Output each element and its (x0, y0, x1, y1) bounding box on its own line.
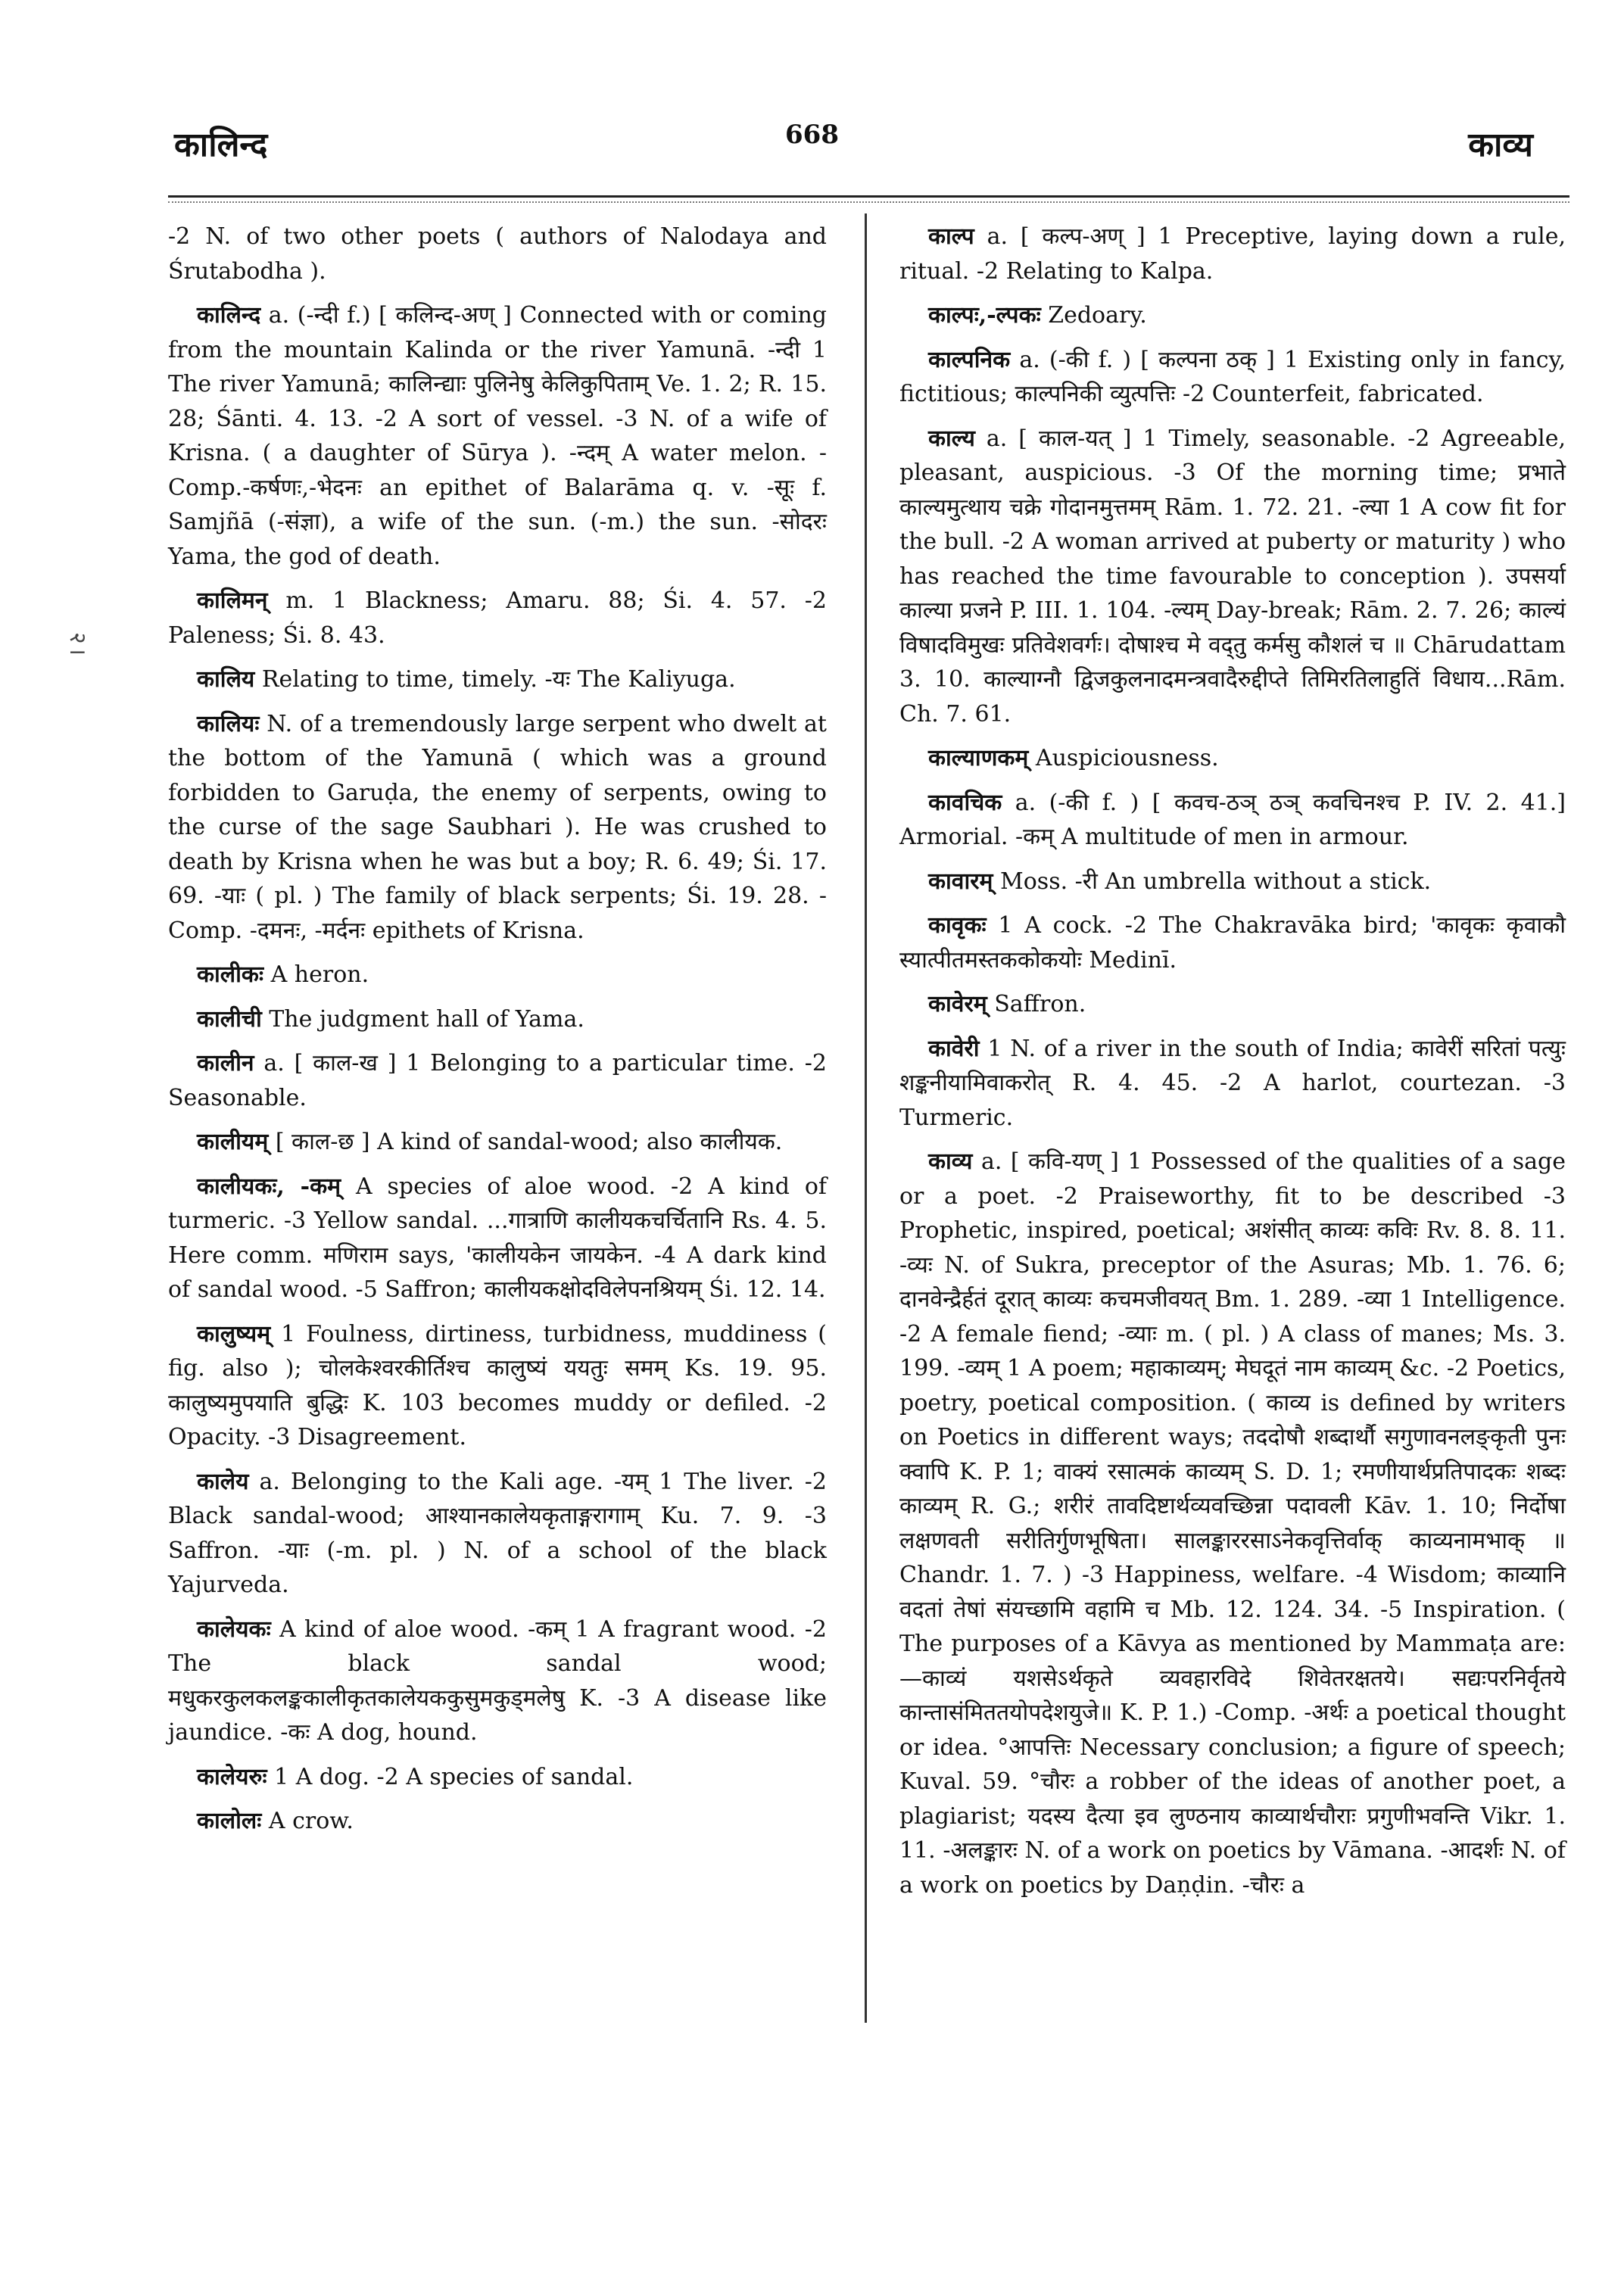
dictionary-entry (899, 422, 1566, 732)
entry-headword: काव्य (928, 1148, 973, 1175)
entry-headword: कावृकः (928, 912, 987, 939)
entry-text: [ काल-छ ] A kind of sandal-wood; also कालीयक. (275, 1129, 783, 1155)
entry-text: Relating to time, timely. -यः The Kaliyuga. (261, 666, 736, 693)
margin-mark: २। (64, 632, 91, 659)
entry-text: Zedoary. (1048, 302, 1147, 329)
dictionary-entry (899, 865, 1566, 899)
entry-headword: कालोलः (197, 1808, 262, 1834)
entry-headword: कावेरी (928, 1035, 980, 1062)
header-dotted-rule (168, 201, 1569, 203)
dictionary-entry (899, 298, 1566, 333)
entry-headword: कालीयकः, -कम् (197, 1173, 341, 1200)
entry-headword: कालेयरुः (197, 1763, 267, 1790)
running-head-right: काव्य (1468, 126, 1533, 164)
dictionary-entry (168, 584, 827, 653)
dictionary-entry (899, 908, 1566, 977)
dictionary-entry (168, 220, 827, 288)
entry-text: -2 N. of two other poets ( authors of Nalodaya and Śrutabodha ). (168, 223, 827, 285)
entry-headword: कालीची (197, 1005, 262, 1033)
entry-text: a. (-न्दी f.) [ कलिन्द-अण् ] Connected with or coming from the mountain Kalinda or the river Yamunā. -न्दी 1 The river Yamunā; कालिन्द्याः पुलिनेषु केलिकुपिताम् Ve. 1. 2; R. 15. 28; Śānti. 4. 13. -2 A sort of vessel. -3 N. of a wife of Krisna. ( a daughter of Sūrya ). -न्दम् A water melon. -Comp.-कर्षणः,-भेदनः an epithet of Balarāma q. v. -सूः f. Samjñā (-संज्ञा), a wife of the sun. (-m.) the sun. -सोदरः Yama, the god of death. (168, 302, 827, 570)
dictionary-entry (168, 1125, 827, 1160)
header-rule (168, 195, 1569, 198)
dictionary-entry (899, 786, 1566, 855)
dictionary-entry (899, 1145, 1566, 1902)
entry-headword: कालेय (197, 1468, 249, 1495)
entry-headword: कावेरम् (928, 991, 987, 1017)
dictionary-entry (168, 1465, 827, 1603)
entry-text: 1 Foulness, dirtiness, turbidness, muddiness ( fig. also ); चोलकेश्वरकीर्तिश्च कालुष्यं ययतुः समम् Ks. 19. 95. कालुष्यमुपयाति बुद्धिः K. 103 becomes muddy or defiled. -2 Opacity. -3 Disagreement. (168, 1320, 827, 1450)
entry-text: a. [ कवि-यण् ] 1 Possessed of the qualities of a sage or a poet. -2 Praiseworthy, fit to be described -3 Prophetic, inspired, poetical; अशंसीत् काव्यः कविः Rv. 8. 8. 11. -व्यः N. of Sukra, preceptor of the Asuras; Mb. 1. 76. 6; दानवेन्द्रैर्हतं दूरात् काव्यः कचमजीवयत् Bm. 1. 289. -व्या 1 Intelligence. -2 A female fiend; -व्याः m. ( pl. ) A class of manes; Ms. 3. 199. -व्यम् 1 A poem; महाकाव्यम्; मेघदूतं नाम काव्यम् &c. -2 Poetics, poetry, poetical composition. ( काव्य is defined by writers on Poetics in different ways; तददोषौ शब्दार्थौ सगुणावनलङ्कृती पुनः क्वापि K. P. 1; वाक्यं रसात्मकं काव्यम् S. D. 1; रमणीयार्थप्रतिपादकः शब्दः काव्यम् R. G.; शरीरं तावदिष्टार्थव्यवच्छिन्ना पदावली Kāv. 1. 10; निर्दोषा लक्षणवती सरीतिर्गुणभूषिता। सालङ्काररसाऽनेकवृत्तिर्वाक् काव्यनामभाक् ॥ Chandr. 1. 7. ) -3 Happiness, welfare. -4 Wisdom; काव्यानि वदतां तेषां संयच्छामि वहामि च Mb. 12. 124. 34. -5 Inspiration. ( The purposes of a Kāvya as mentioned by Mammaṭa are:—काव्यं यशसेऽर्थकृते व्यवहारविदे शिवेतरक्षतये। सद्यःपरनिर्वृतये कान्तासंमिततयोपदेशयुजे॥ K. P. 1.) -Comp. -अर्थः a poetical thought or idea. °आपत्तिः Necessary conclusion; a figure of speech; Kuval. 59. °चौरः a robber of the ideas of another poet, a plagiarist; यदस्य दैत्या इव लुण्ठनाय काव्यार्थचौराः प्रगुणीभवन्ति Vikr. 1. 11. -अलङ्कारः N. of a work on poetics by Vāmana. -आदर्शः N. of a work on poetics by Daṇḍin. -चौरः a (899, 1148, 1566, 1899)
entry-text: A species of aloe wood. -2 A kind of turmeric. -3 Yellow sandal. ...गात्राणि कालीयकचर्चितानि Rs. 4. 5. Here comm. मणिराम says, 'कालीयकेन जायकेन. -4 A dark kind of sandal wood. -5 Saffron; कालीयकक्षोदविलेपनश्रियम् Śi. 12. 14. (168, 1173, 827, 1303)
entry-text: 1 N. of a river in the south of India; कावेरीं सरितां पत्युः शङ्कनीयामिवाकरोत् R. 4. 45. -2 A harlot, courtezan. -3 Turmeric. (899, 1035, 1566, 1131)
dictionary-entry (168, 958, 827, 992)
entry-headword: कालिन्द (197, 302, 261, 329)
entry-text: m. 1 Blackness; Amaru. 88; Śi. 4. 57. -2 Paleness; Śi. 8. 43. (168, 587, 827, 649)
entry-text: Moss. -री An umbrella without a stick. (1000, 868, 1432, 895)
dictionary-entry (899, 741, 1566, 776)
dictionary-entry (899, 220, 1566, 288)
dictionary-entry (899, 1032, 1566, 1136)
running-head-left: कालिन्द (174, 126, 268, 164)
entry-headword: काल्य (928, 425, 975, 452)
dictionary-entry (168, 1760, 827, 1795)
dictionary-entry (168, 1170, 827, 1307)
page-number: 668 (785, 120, 839, 150)
entry-text: N. of a tremendously large serpent who dwelt at the bottom of the Yamunā ( which was a ground forbidden to Garuḍa, the enemy of serpents, owing to the curse of the sage Saubhari ). He was crushed to death by Krisna when he was but a boy; R. 6. 49; Śi. 17. 69. -याः ( pl. ) The family of black serpents; Śi. 19. 28. -Comp. -दमनः, -मर्दनः epithets of Krisna. (168, 710, 827, 944)
entry-headword: कालिय (197, 666, 255, 693)
entry-headword: कावचिक (928, 789, 1002, 816)
entry-headword: काल्पः,-ल्पकः (928, 302, 1041, 329)
entry-text: a. (-की f. ) [ कल्पना ठक् ] 1 Existing only in fancy, fictitious; काल्पनिकी व्युत्पत्तिः -2 Counterfeit, fabricated. (899, 346, 1566, 407)
entry-headword: काल्याणकम् (928, 745, 1029, 771)
entry-text: a. [ कल्प-अण् ] 1 Preceptive, laying down a rule, ritual. -2 Relating to Kalpa. (899, 223, 1566, 285)
dictionary-entry (899, 987, 1566, 1022)
dictionary-entry (168, 1002, 827, 1037)
entry-text: A kind of aloe wood. -कम् 1 A fragrant wood. -2 The black sandal wood; मधुकरकुलकलङ्ककालीकृतकालेयककुसुमकुड्मलेषु K. -3 A disease like jaundice. -कः A dog, hound. (168, 1615, 827, 1746)
dictionary-entry (168, 298, 827, 574)
entry-text: a. [ काल-ख ] 1 Belonging to a particular time. -2 Seasonable. (168, 1050, 827, 1111)
entry-text: 1 A cock. -2 The Chakravāka bird; 'कावृकः कृवाकौ स्यात्पीतमस्तककोकयोः Medinī. (899, 912, 1566, 974)
entry-headword: कालीयम् (197, 1129, 269, 1155)
entry-text: Auspiciousness. (1035, 745, 1219, 771)
dictionary-entry (168, 707, 827, 949)
entry-text: a. Belonging to the Kali age. -यम् 1 The liver. -2 Black sandal-wood; आश्यानकालेयकृताङ्गरागाम् Ku. 7. 9. -3 Saffron. -याः (-m. pl. ) N. of a school of the black Yajurveda. (168, 1468, 827, 1598)
dictionary-entry (168, 1046, 827, 1115)
left-column (168, 220, 827, 1849)
column-divider (865, 213, 867, 2023)
entry-headword: कालियः (197, 710, 260, 737)
entry-headword: काल्प (928, 223, 974, 250)
dictionary-entry (168, 1612, 827, 1750)
entry-headword: कावारम् (928, 868, 993, 895)
entry-text: The judgment hall of Yama. (269, 1005, 584, 1033)
entry-headword: कालुष्यम् (197, 1320, 271, 1347)
entry-headword: काल्पनिक (928, 346, 1011, 373)
entry-text: Saffron. (994, 991, 1086, 1017)
entry-headword: कालीन (197, 1050, 254, 1076)
entry-text: A crow. (268, 1808, 354, 1834)
entry-headword: कालीकः (197, 961, 264, 988)
entry-text: a. (-की f. ) [ कवच-ठञ् ठञ् कवचिनश्च P. IV. 2. 41.] Armorial. -कम् A multitude of men in armour. (899, 789, 1566, 850)
entry-text: 1 A dog. -2 A species of sandal. (274, 1763, 634, 1790)
entry-headword: कालिमन् (197, 587, 268, 614)
entry-headword: कालेयकः (197, 1615, 271, 1643)
dictionary-entry (168, 662, 827, 697)
right-column (899, 220, 1566, 1912)
dictionary-entry (899, 343, 1566, 412)
dictionary-entry (168, 1317, 827, 1455)
entry-text: A heron. (270, 961, 369, 988)
entry-text: a. [ काल-यत् ] 1 Timely, seasonable. -2 Agreeable, pleasant, auspicious. -3 Of the morning time; प्रभाते काल्यमुत्थाय चक्रे गोदानमुत्तमम् Rām. 1. 72. 21. -ल्या 1 A cow fit for the bull. -2 A woman arrived at puberty or maturity ) who has reached the time favourable to conception ). उपसर्या काल्या प्रजने P. III. 1. 104. -ल्यम् Day-break; Rām. 2. 7. 26; काल्यं विषादविमुखः प्रतिवेशवर्गः। दोषाश्च मे वद्तु कर्मसु कौशलं च ॥ Chārudattam 3. 10. काल्याग्नौ द्विजकुलनादमन्त्रवादैरुद्दीप्ते तिमिरतिलाहुतिं विधाय...Rām. Ch. 7. 61. (899, 425, 1566, 727)
dictionary-entry (168, 1804, 827, 1839)
